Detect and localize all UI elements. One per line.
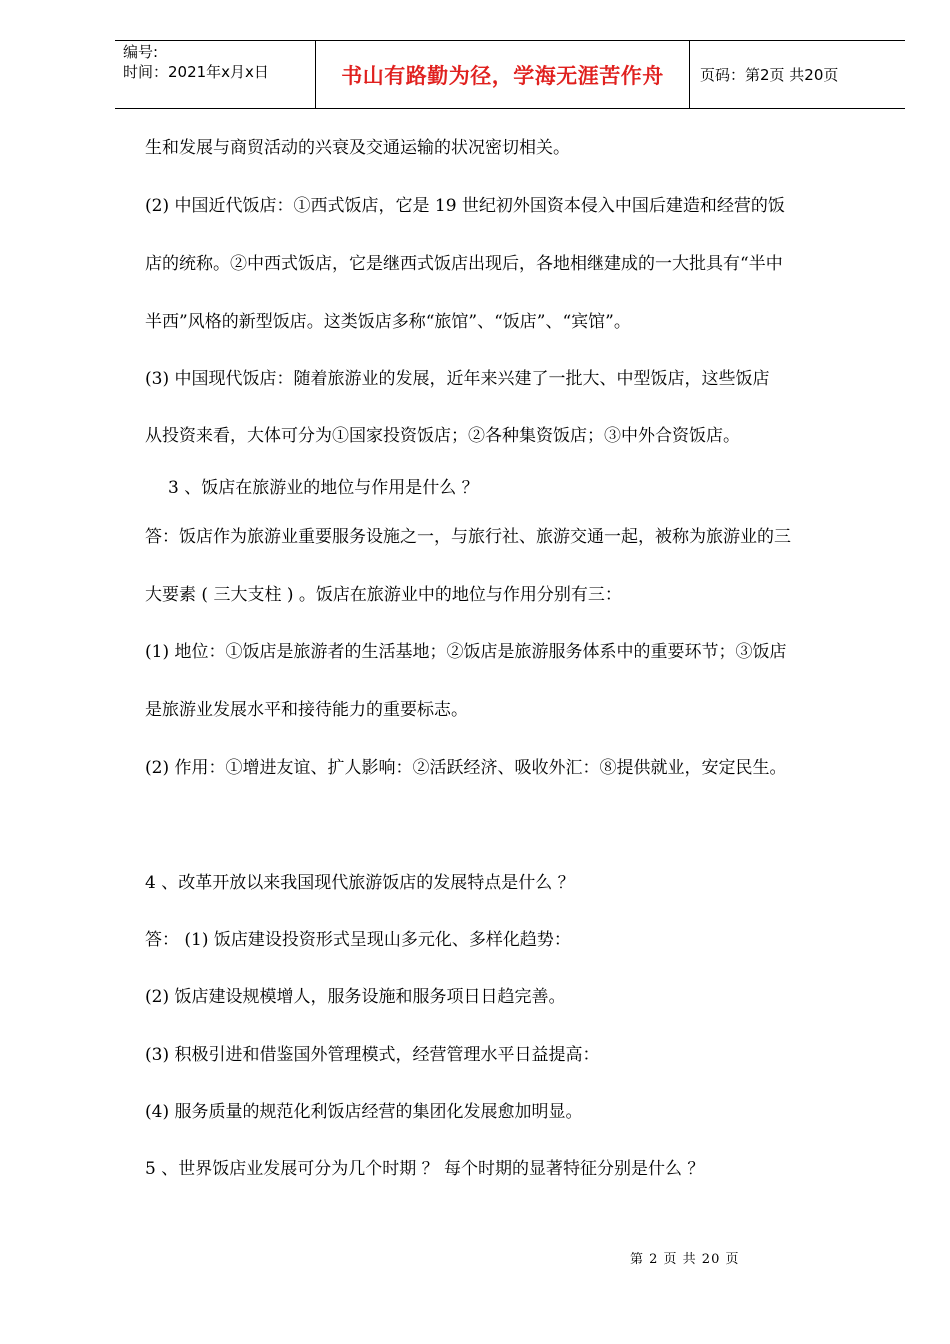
question-heading: 5 、世界饭店业发展可分为几个时期 ？ 每个时期的显著特征分别是什么 ？: [145, 1159, 705, 1179]
body-line: 生和发展与商贸活动的兴衰及交通运输的状况密切相关。: [145, 138, 570, 158]
body-line: (2) 作用：①增进友谊、扩人影响：②活跃经济、吸收外汇：⑧提供就业，安定民生。: [145, 758, 787, 778]
header-meta-cell: [115, 41, 315, 108]
body-line: 答：饭店作为旅游业重要服务设施之一，与旅行社、旅游交通一起，被称为旅游业的三: [145, 527, 791, 547]
question-heading: 3 、饭店在旅游业的地位与作用是什么 ？: [168, 478, 479, 498]
body-line: (3) 中国现代饭店：随着旅游业的发展，近年来兴建了一批大、中型饭店，这些饭店: [145, 369, 770, 389]
header-motto-cell: [315, 41, 690, 108]
date-label: 时间：2021年x月x日: [123, 63, 269, 81]
page-footer: 第 2 页 共 20 页: [630, 1252, 740, 1267]
header-page-cell: [690, 41, 905, 108]
body-line: (2) 饭店建设规模增人，服务设施和服务项日日趋完善。: [145, 987, 566, 1007]
page-number-label: 页码：第2页 共20页: [700, 66, 839, 84]
body-line: 是旅游业发展水平和接待能力的重要标志。: [145, 700, 468, 720]
body-line: (4) 服务质量的规范化利饭店经营的集团化发展愈加明显。: [145, 1102, 583, 1122]
serial-number-label: 编号:: [123, 43, 159, 61]
document-header: [115, 40, 905, 109]
motto-text: 书山有路勤为径，学海无涯苦作舟: [341, 63, 664, 88]
body-line: 答： (1) 饭店建设投资形式呈现山多元化、多样化趋势：: [145, 930, 571, 950]
body-line: 从投资来看，大体可分为①国家投资饭店；②各种集资饭店；③中外合资饭店。: [145, 426, 740, 446]
body-line: (2) 中国近代饭店：①西式饭店，它是 19 世纪初外国资本侵入中国后建造和经营的饭: [145, 196, 785, 216]
question-heading: 4 、改革开放以来我国现代旅游饭店的发展特点是什么 ？: [145, 873, 575, 893]
body-line: (3) 积极引进和借鉴国外管理模式，经营管理水平日益提高：: [145, 1045, 600, 1065]
body-line: 店的统称。②中西式饭店，它是继西式饭店出现后，各地相继建成的一大批具有“半中: [145, 254, 783, 274]
body-line: 大要素 ( 三大支柱 ) 。饭店在旅游业中的地位与作用分别有三：: [145, 585, 622, 605]
body-line: (1) 地位：①饭店是旅游者的生活基地；②饭店是旅游服务体系中的重要环节；③饭店: [145, 642, 787, 662]
body-line: 半西”风格的新型饭店。这类饭店多称“旅馆”、“饭店”、“宾馆”。: [145, 312, 631, 332]
